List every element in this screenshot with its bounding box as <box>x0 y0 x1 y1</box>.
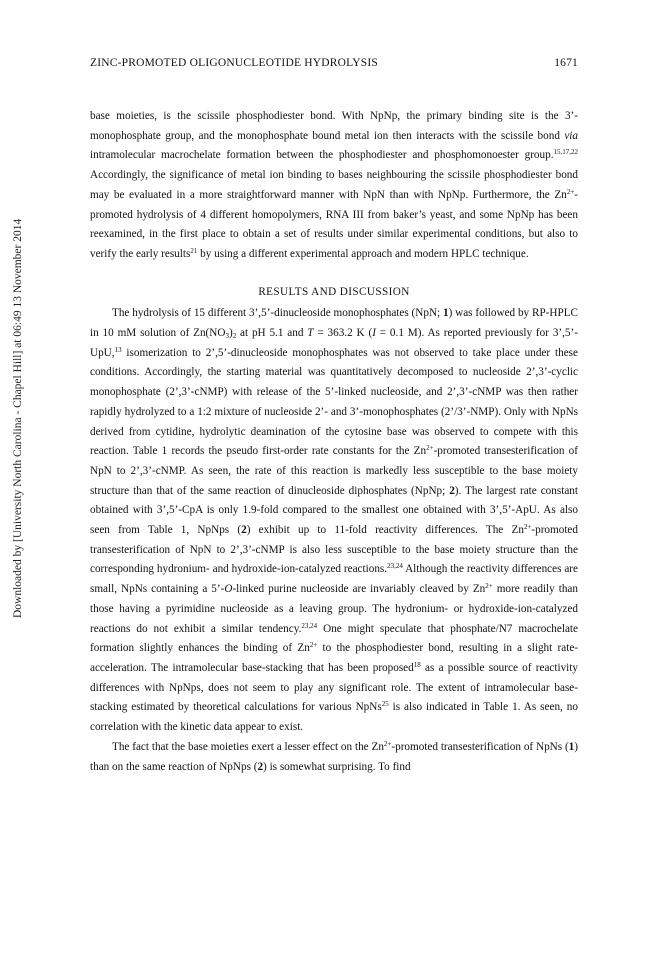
paragraph-results: The hydrolysis of 15 different 3’,5’-dinucleoside monophosphates (NpN; 1) was followed by RP-HPLC in 10 mM solution of $Zn(NO_3)_2$ at pH 5.1 and T = 363.2 K (I = 0.1 M). As reported previously for 3’,5’-UpU,$^{13}$ isomerization to 2’,5’-dinucleoside monophosphates was not observed to take place under these conditions. Accordingly, the starting material was quantitatively decomposed to nucleoside 2’,3’-cyclic monophosphate (2’,3’-cNMP) with release of the 5’-linked nucleoside, and 2’,3’-cNMP was then rather rapidly hydrolyzed to a 1:2 mixture of nucleoside 2’- and 3’-monophosphates (2’/3’-NMP). Only with NpNs derived from cytidine, hydrolytic deamination of the cytosine base was observed to compete with this reaction. Table 1 records the pseudo first-order rate constants for the $Zn^{2+}$-promoted transesterification of NpN to 2’,3’-cNMP. As seen, the rate of this reaction is markedly less susceptible to the base moiety structure than that of the same reaction of dinucleoside diphosphates (NpNp; 2). The largest rate constant obtained with 3’,5’-CpA is only 1.9-fold compared to the smallest one obtained with 3’,5’-ApU. As also seen from Table 1, NpNps (2) exhibit up to 11-fold reactivity differences. The $Zn^{2+}$-promoted transesterification of NpN to 2’,3’-cNMP is also less susceptible to the base moiety structure than the corresponding hydronium- and hydroxide-ion-catalyzed reactions.$^{23,24}$ Although the reactivity differences are small, NpNs containing a 5’-O-linked purine nucleoside are invariably cleaved by $Zn^{2+}$ more readily than those having a pyrimidine nucleoside as a leaving group. The hydronium- or hydroxide-ion-catalyzed reactions do not exhibit a similar tendency.$^{23,24}$ One might speculate that phosphate/N7 macrochelate formation slightly enhances the binding of $Zn^{2+}$ to the phosphodiester bond, resulting in a slight rate-acceleration. The intramolecular base-stacking that has been proposed$^{18}$ as a possible source of reactivity differences with NpNps, does not seem to play any significant role. The extent of intramolecular base-stacking estimated by theoretical calculations for various NpNs$^{25}$ is also indicated in Table 1. As seen, no correlation with the kinetic data appear to exist. <box>90 307 579 734</box>
paragraph-intro-continuation: base moieties, is the scissile phosphodiester bond. With NpNp, the primary binding site is the 3’-monophosphate group, and the monophosphate bound metal ion then interacts with the scissile bond via intramolecular macrochelate formation between the phosphodiester and phosphomonoester group.$^{15,17,22}$ Accordingly, the significance of metal ion binding to bases neighbouring the scissile phosphodiester bond may be evaluated in a more straightforward manner with NpN than with NpNp. Furthermore, the $Zn^{2+}$-promoted hydrolysis of 4 different homopolymers, RNA III from baker’s yeast, and some NpNp has been reexamined, in the first place to obtain a set of results under similar experimental conditions, but also to verify the early results$^{21}$ by using a different experimental approach and modern HPLC technique. <box>90 110 578 260</box>
citation-ref: 23,24 <box>387 562 403 571</box>
citation-ref: 15,17,22 <box>553 148 578 157</box>
citation-ref: 18 <box>413 660 421 669</box>
download-watermark: Downloaded by [University North Carolina - Chapel Hill] at 06:49 13 November 2014 <box>12 218 24 618</box>
running-title: ZINC-PROMOTED OLIGONUCLEOTIDE HYDROLYSIS <box>90 57 378 69</box>
citation-ref: 13 <box>114 345 122 354</box>
paragraph-discussion: The fact that the base moieties exert a lesser effect on the $Zn^{2+}$-promoted transesterification of NpNs (1) than on the same reaction of NpNps (2) is somewhat surprising. To find <box>90 739 578 773</box>
citation-ref: 25 <box>381 700 389 709</box>
citation-ref: 23,24 <box>301 621 318 630</box>
page-number: 1671 <box>554 57 578 69</box>
article-body <box>90 107 578 777</box>
citation-ref: 21 <box>190 246 198 255</box>
section-heading: RESULTS AND DISCUSSION <box>258 285 410 298</box>
